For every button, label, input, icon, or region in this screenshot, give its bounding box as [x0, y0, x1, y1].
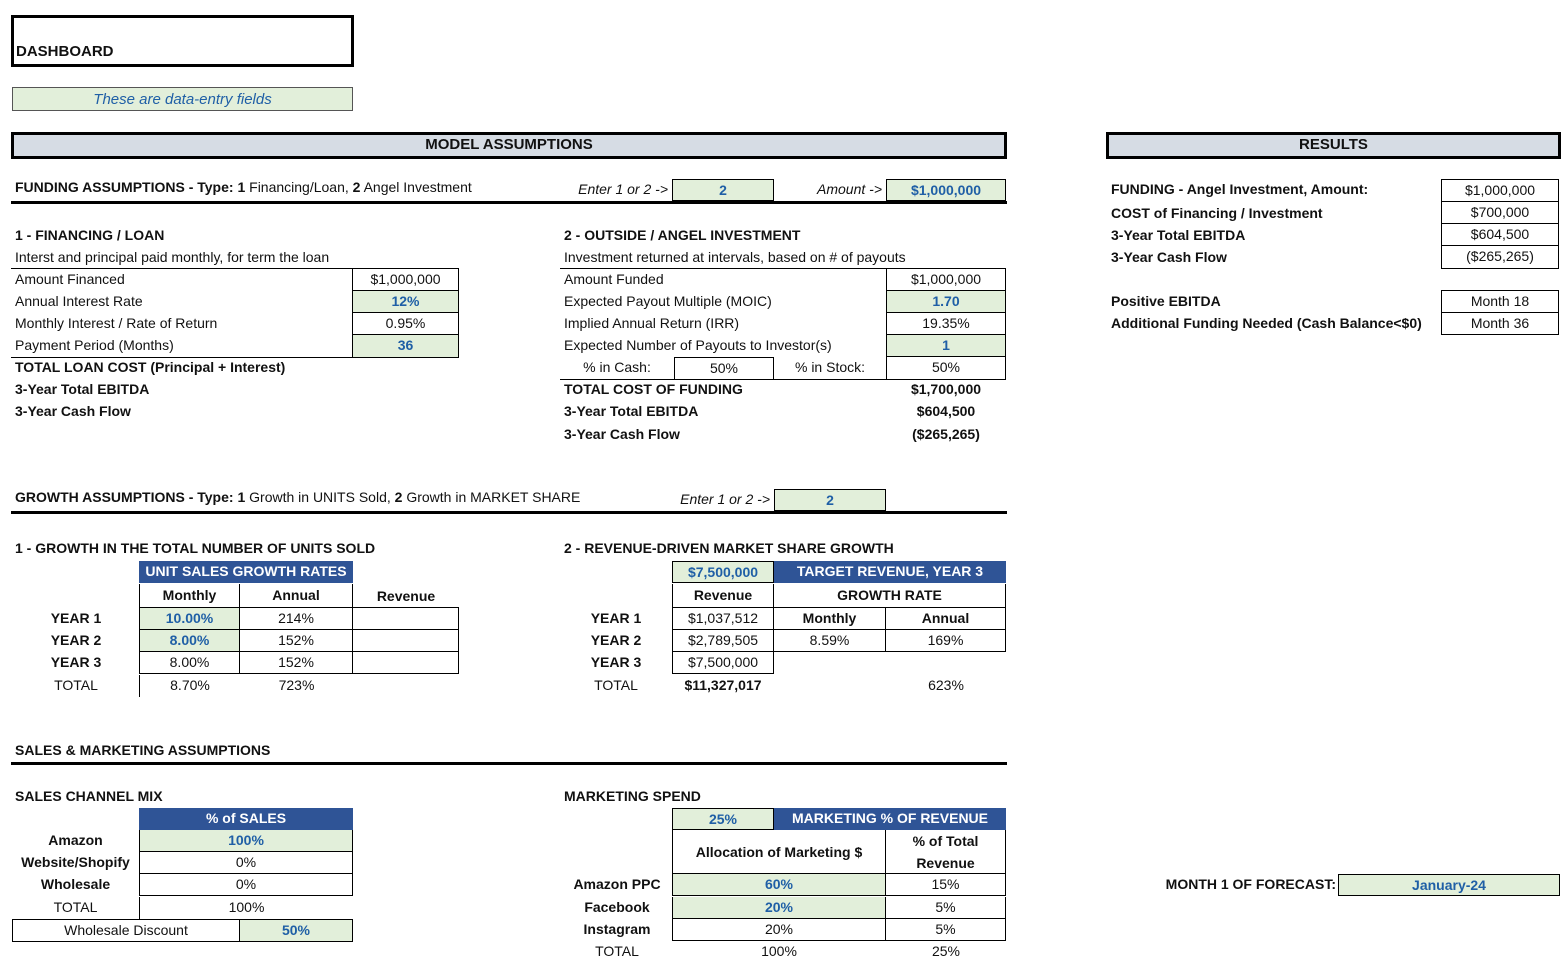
loan-row-label: Payment Period (Months): [15, 337, 174, 353]
total-monthly: 8.70%: [139, 675, 240, 697]
col-pct-total-line1: % of Total: [912, 833, 979, 849]
channel-label: Amazon: [48, 832, 103, 848]
amount-label: Amount ->: [817, 181, 882, 197]
year2-revenue: [353, 630, 459, 652]
milestone-label: Additional Funding Needed (Cash Balance<$0): [1111, 315, 1422, 331]
loan-row-label: Annual Interest Rate: [15, 293, 143, 309]
angel-subtitle: Investment returned at intervals, based on # of payouts: [564, 249, 906, 265]
forecast-label: MONTH 1 OF FORECAST:: [1165, 876, 1336, 892]
amount-financed-value: $1,000,000: [352, 269, 459, 291]
growth-enter-label: Enter 1 or 2 ->: [680, 491, 770, 507]
angel-row-label: Implied Annual Return (IRR): [564, 315, 740, 331]
label-part: 1: [237, 179, 246, 195]
loan-row-label: Monthly Interest / Rate of Return: [15, 315, 218, 331]
total-revenue: $11,327,017: [684, 677, 762, 693]
units-title: 1 - GROWTH IN THE TOTAL NUMBER OF UNITS SOLD: [15, 540, 376, 556]
year2-annual: 152%: [240, 630, 353, 652]
year3-monthly: 8.00%: [139, 652, 240, 674]
pct-sales-header: % of SALES: [139, 808, 353, 830]
loan-ebitda-label: 3-Year Total EBITDA: [15, 381, 150, 397]
label-part: 2: [394, 489, 403, 505]
label-part: GROWTH ASSUMPTIONS - Type:: [15, 489, 238, 505]
year-label: YEAR 1: [50, 610, 102, 626]
label-part: Growth in UNITS Sold,: [245, 489, 395, 505]
positive-ebitda-value: Month 18: [1441, 290, 1559, 313]
result-cashflow-value: ($265,265): [1441, 246, 1559, 269]
label-part: Angel Investment: [360, 179, 472, 195]
angel-row-label: Expected Number of Payouts to Investor(s): [564, 337, 832, 353]
facebook-input[interactable]: 20%: [672, 897, 886, 919]
loan-cashflow-label: 3-Year Cash Flow: [15, 403, 131, 419]
marketing-total-alloc: 100%: [761, 943, 797, 959]
total-annual: 723%: [278, 677, 315, 693]
section-title: RESULTS: [1299, 136, 1368, 153]
market-title: 2 - REVENUE-DRIVEN MARKET SHARE GROWTH: [564, 540, 894, 556]
cash-label: % in Cash:: [583, 359, 651, 375]
angel-ebitda-label: 3-Year Total EBITDA: [564, 403, 699, 419]
col-monthly: Monthly: [774, 608, 886, 630]
result-label: 3-Year Total EBITDA: [1111, 227, 1246, 243]
result-label: FUNDING - Angel Investment, Amount:: [1111, 181, 1369, 197]
cash-pct-value: 50%: [674, 357, 774, 379]
angel-title: 2 - OUTSIDE / ANGEL INVESTMENT: [564, 227, 801, 243]
total-label: TOTAL: [594, 677, 638, 693]
label-part: 2: [352, 179, 361, 195]
stock-pct-value: 50%: [886, 357, 1006, 379]
instagram-pct: 5%: [886, 919, 1006, 941]
moic-input[interactable]: 1.70: [886, 291, 1006, 313]
page-title: DASHBOARD: [16, 43, 114, 60]
total-annual: 623%: [928, 677, 964, 693]
angel-cashflow-value: ($265,265): [912, 426, 980, 442]
col-revenue: Revenue: [672, 584, 774, 608]
year-label: YEAR 2: [50, 632, 102, 648]
total-label: TOTAL: [53, 899, 98, 915]
col-annual: Annual: [886, 608, 1006, 630]
angel-cashflow-label: 3-Year Cash Flow: [564, 426, 680, 442]
marketing-channel-label: Facebook: [584, 899, 650, 915]
total-loan-cost-label: TOTAL LOAN COST (Principal + Interest): [15, 359, 286, 375]
wholesale-pct: 0%: [139, 874, 353, 896]
col-growth-rate: GROWTH RATE: [774, 584, 1006, 608]
result-label: 3-Year Cash Flow: [1111, 249, 1227, 265]
result-label: COST of Financing / Investment: [1111, 205, 1323, 221]
amazon-ppc-input[interactable]: 60%: [672, 874, 886, 896]
monthly-rate: 8.59%: [774, 630, 886, 652]
total-cost-funding-label: TOTAL COST OF FUNDING: [564, 381, 743, 397]
marketing-title: MARKETING SPEND: [564, 788, 701, 804]
year1-monthly-input[interactable]: 10.00%: [139, 608, 240, 630]
total-cost-funding-value: $1,700,000: [910, 381, 982, 397]
data-entry-legend: [12, 87, 353, 111]
marketing-pct-input[interactable]: 25%: [672, 808, 774, 830]
result-cost-value: $700,000: [1441, 202, 1559, 224]
year-label: YEAR 3: [590, 654, 642, 670]
dashboard-title-box: [11, 15, 354, 67]
funding-enter-label: Enter 1 or 2 ->: [578, 181, 668, 197]
year3-revenue: [353, 652, 459, 674]
milestone-label: Positive EBITDA: [1111, 293, 1221, 309]
unit-growth-header: UNIT SALES GROWTH RATES: [139, 561, 353, 583]
result-funding-value: $1,000,000: [1441, 179, 1559, 202]
year3-revenue: $7,500,000: [672, 652, 774, 674]
col-allocation: Allocation of Marketing $: [672, 830, 886, 874]
label-part: 1: [237, 489, 246, 505]
results-header: [1106, 132, 1561, 159]
forecast-month-input[interactable]: January-24: [1338, 874, 1560, 896]
label-part: FUNDING ASSUMPTIONS - Type:: [15, 179, 238, 195]
year2-monthly-input[interactable]: 8.00%: [139, 630, 240, 652]
col-annual: Annual: [240, 584, 353, 608]
model-assumptions-header: [11, 132, 1007, 159]
marketing-channel-label: Instagram: [583, 921, 651, 937]
amazon-ppc-pct: 15%: [886, 874, 1006, 896]
legend-text: These are data-entry fields: [93, 91, 272, 108]
section-title: MODEL ASSUMPTIONS: [425, 136, 593, 153]
loan-subtitle: Interst and principal paid monthly, for term the loan: [15, 249, 330, 265]
total-label: TOTAL: [54, 677, 98, 693]
growth-type-input[interactable]: 2: [774, 489, 886, 511]
facebook-pct: 5%: [886, 897, 1006, 919]
result-ebitda-value: $604,500: [1441, 224, 1559, 246]
channel-label: Website/Shopify: [21, 854, 130, 870]
wholesale-discount-label: Wholesale Discount: [12, 919, 240, 942]
channel-title: SALES CHANNEL MIX: [15, 788, 163, 804]
instagram-alloc: 20%: [672, 919, 886, 941]
year2-revenue: $2,789,505: [672, 630, 774, 652]
funding-amount-input[interactable]: $1,000,000: [886, 179, 1006, 201]
wholesale-discount-input[interactable]: 50%: [240, 919, 353, 942]
year3-annual: 152%: [240, 652, 353, 674]
target-revenue-input[interactable]: $7,500,000: [672, 561, 774, 583]
divider: [11, 762, 1007, 765]
label-part: Financing/Loan,: [245, 179, 353, 195]
website-pct: 0%: [139, 852, 353, 874]
divider: [11, 511, 1007, 514]
payouts-input[interactable]: 1: [886, 335, 1006, 357]
year1-annual: 214%: [240, 608, 353, 630]
growth-type-label: [15, 489, 580, 505]
channel-label: Wholesale: [40, 876, 111, 892]
annual-rate: 169%: [886, 630, 1006, 652]
funding-type-input[interactable]: 2: [672, 179, 774, 201]
total-label: TOTAL: [595, 943, 639, 959]
col-revenue: Revenue: [353, 584, 459, 608]
year-label: YEAR 2: [590, 632, 642, 648]
angel-ebitda-value: $604,500: [916, 403, 976, 419]
year1-revenue: $1,037,512: [672, 608, 774, 630]
additional-funding-value: Month 36: [1441, 313, 1559, 335]
col-monthly: Monthly: [139, 584, 240, 608]
target-revenue-header: TARGET REVENUE, YEAR 3: [774, 561, 1006, 583]
angel-row-label: Expected Payout Multiple (MOIC): [564, 293, 772, 309]
loan-title: 1 - FINANCING / LOAN: [15, 227, 165, 243]
funding-type-label: [15, 179, 472, 195]
payment-period-input[interactable]: 36: [352, 335, 459, 357]
year-label: YEAR 3: [50, 654, 102, 670]
amazon-pct-input[interactable]: 100%: [139, 830, 353, 852]
year1-revenue: [353, 608, 459, 630]
loan-row-label: Amount Financed: [15, 271, 125, 287]
stock-label: % in Stock:: [794, 359, 866, 375]
irr-value: 19.35%: [886, 313, 1006, 335]
label-part: Growth in MARKET SHARE: [402, 489, 581, 505]
col-pct-total-line2: Revenue: [916, 855, 975, 871]
monthly-interest-value: 0.95%: [352, 313, 459, 335]
divider: [11, 201, 1007, 204]
sales-marketing-title: SALES & MARKETING ASSUMPTIONS: [15, 742, 271, 758]
amount-funded-value: $1,000,000: [886, 269, 1006, 291]
channel-total: 100%: [139, 897, 353, 919]
marketing-total-pct: 25%: [931, 943, 961, 959]
interest-rate-input[interactable]: 12%: [352, 291, 459, 313]
marketing-channel-label: Amazon PPC: [573, 876, 661, 892]
year-label: YEAR 1: [590, 610, 642, 626]
angel-row-label: Amount Funded: [564, 271, 664, 287]
col-pct-total: [886, 830, 1006, 874]
marketing-pct-header: MARKETING % OF REVENUE: [774, 808, 1006, 830]
